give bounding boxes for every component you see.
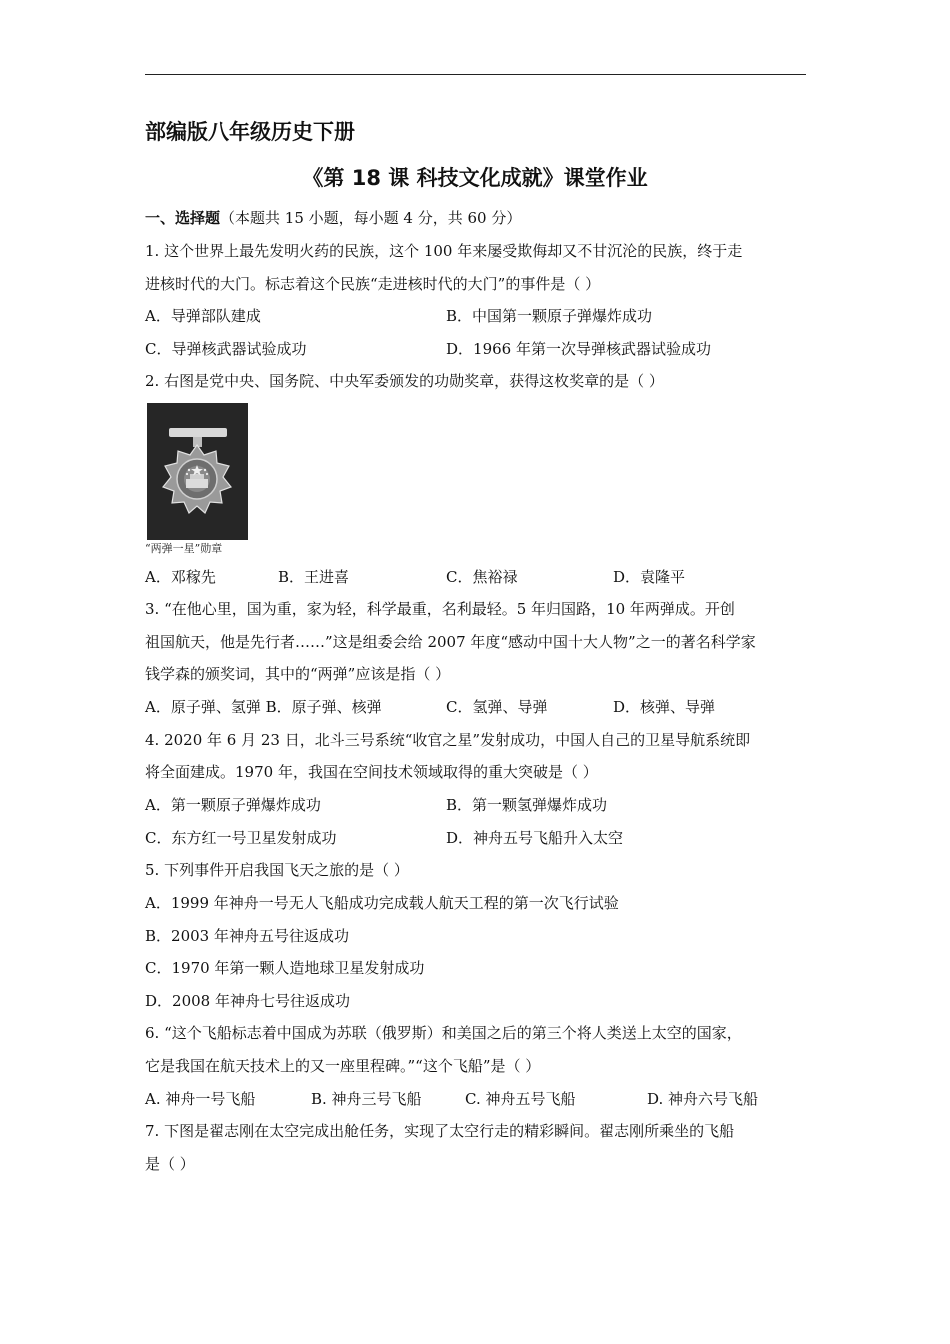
q3-stem-line3: 钱学森的颁奖词，其中的“两弹”应该是指（ ） bbox=[145, 665, 451, 683]
q1-option-c: C．导弹核武器试验成功 bbox=[145, 340, 307, 358]
q7-stem-line2: 是（ ） bbox=[145, 1155, 195, 1173]
q5-option-b: B．2003 年神舟五号往返成功 bbox=[145, 927, 349, 945]
q1-option-b: B．中国第一颗原子弹爆炸成功 bbox=[446, 307, 653, 325]
doc-heading: 部编版八年级历史下册 bbox=[145, 120, 355, 144]
section-header bbox=[145, 208, 521, 228]
q6-stem-line2: 它是我国在航天技术上的又一座里程碑。”“这个飞船”是（ ） bbox=[145, 1057, 541, 1075]
q5-option-a: A．1999 年神舟一号无人飞船成功完成载人航天工程的第一次飞行试验 bbox=[145, 894, 619, 912]
q3-stem-line1: 3. “在他心里，国为重，家为轻，科学最重，名利最轻。5 年归国路，10 年两弹成。开创 bbox=[145, 600, 735, 618]
q2-option-d: D．袁隆平 bbox=[613, 568, 686, 586]
q6-option-b: B. 神舟三号飞船 bbox=[311, 1090, 422, 1108]
q5-option-d: D．2008 年神舟七号往返成功 bbox=[145, 992, 350, 1010]
section-note: （本题共 15 小题，每小题 4 分，共 60 分） bbox=[220, 209, 522, 227]
medal-caption: “两弹一星”勋章 bbox=[145, 542, 223, 555]
q2-option-c: C．焦裕禄 bbox=[446, 568, 518, 586]
q6-option-d: D. 神舟六号飞船 bbox=[647, 1090, 759, 1108]
medal-icon bbox=[147, 403, 248, 540]
q6-option-a: A. 神舟一号飞船 bbox=[145, 1090, 256, 1108]
q7-stem-line1: 7. 下图是翟志刚在太空完成出舱任务，实现了太空行走的精彩瞬间。翟志刚所乘坐的飞船 bbox=[145, 1122, 735, 1140]
q5-stem-line1: 5. 下列事件开启我国飞天之旅的是（ ） bbox=[145, 861, 409, 879]
header-rule bbox=[145, 74, 806, 75]
q1-option-d: D．1966 年第一次导弹核武器试验成功 bbox=[446, 340, 711, 358]
medal-image bbox=[147, 403, 248, 540]
q4-option-c: C．东方红一号卫星发射成功 bbox=[145, 829, 337, 847]
q4-option-d: D．神舟五号飞船升入太空 bbox=[446, 829, 624, 847]
q3-option-d: D．核弹、导弹 bbox=[613, 698, 716, 716]
q3-stem-line2: 祖国航天，他是先行者……”这是组委会给 2007 年度“感动中国十大人物”之一的著名科学家 bbox=[145, 633, 756, 651]
q4-stem-line1: 4. 2020 年 6 月 23 日，北斗三号系统“收官之星”发射成功，中国人自己的卫星导航系统即 bbox=[145, 731, 751, 749]
q1-option-a: A．导弹部队建成 bbox=[145, 307, 261, 325]
q6-stem-line1: 6. “这个飞船标志着中国成为苏联（俄罗斯）和美国之后的第三个将人类送上太空的国家， bbox=[145, 1024, 742, 1042]
doc-title: 《第 18 课 科技文化成就》课堂作业 bbox=[302, 166, 648, 190]
q2-stem-line1: 2. 右图是党中央、国务院、中央军委颁发的功勋奖章，获得这枚奖章的是（ ） bbox=[145, 372, 664, 390]
q1-stem-line1: 1. 这个世界上最先发明火药的民族，这个 100 年来屡受欺侮却又不甘沉沦的民族，终于走 bbox=[145, 242, 743, 260]
q3-option-c: C．氢弹、导弹 bbox=[446, 698, 548, 716]
q5-option-c: C．1970 年第一颗人造地球卫星发射成功 bbox=[145, 959, 425, 977]
q2-option-a: A．邓稼先 bbox=[145, 568, 216, 586]
q4-option-a: A．第一颗原子弹爆炸成功 bbox=[145, 796, 321, 814]
q4-option-b: B．第一颗氢弹爆炸成功 bbox=[446, 796, 608, 814]
q1-stem-line2: 进核时代的大门。标志着这个民族“走进核时代的大门”的事件是（ ） bbox=[145, 275, 601, 293]
q4-stem-line2: 将全面建成。1970 年，我国在空间技术领域取得的重大突破是（ ） bbox=[145, 763, 598, 781]
q3-option-ab: A．原子弹、氢弹 B．原子弹、核弹 bbox=[145, 698, 382, 716]
q6-option-c: C. 神舟五号飞船 bbox=[465, 1090, 576, 1108]
q2-option-b: B．王进喜 bbox=[278, 568, 350, 586]
section-label: 一、选择题 bbox=[145, 209, 221, 227]
